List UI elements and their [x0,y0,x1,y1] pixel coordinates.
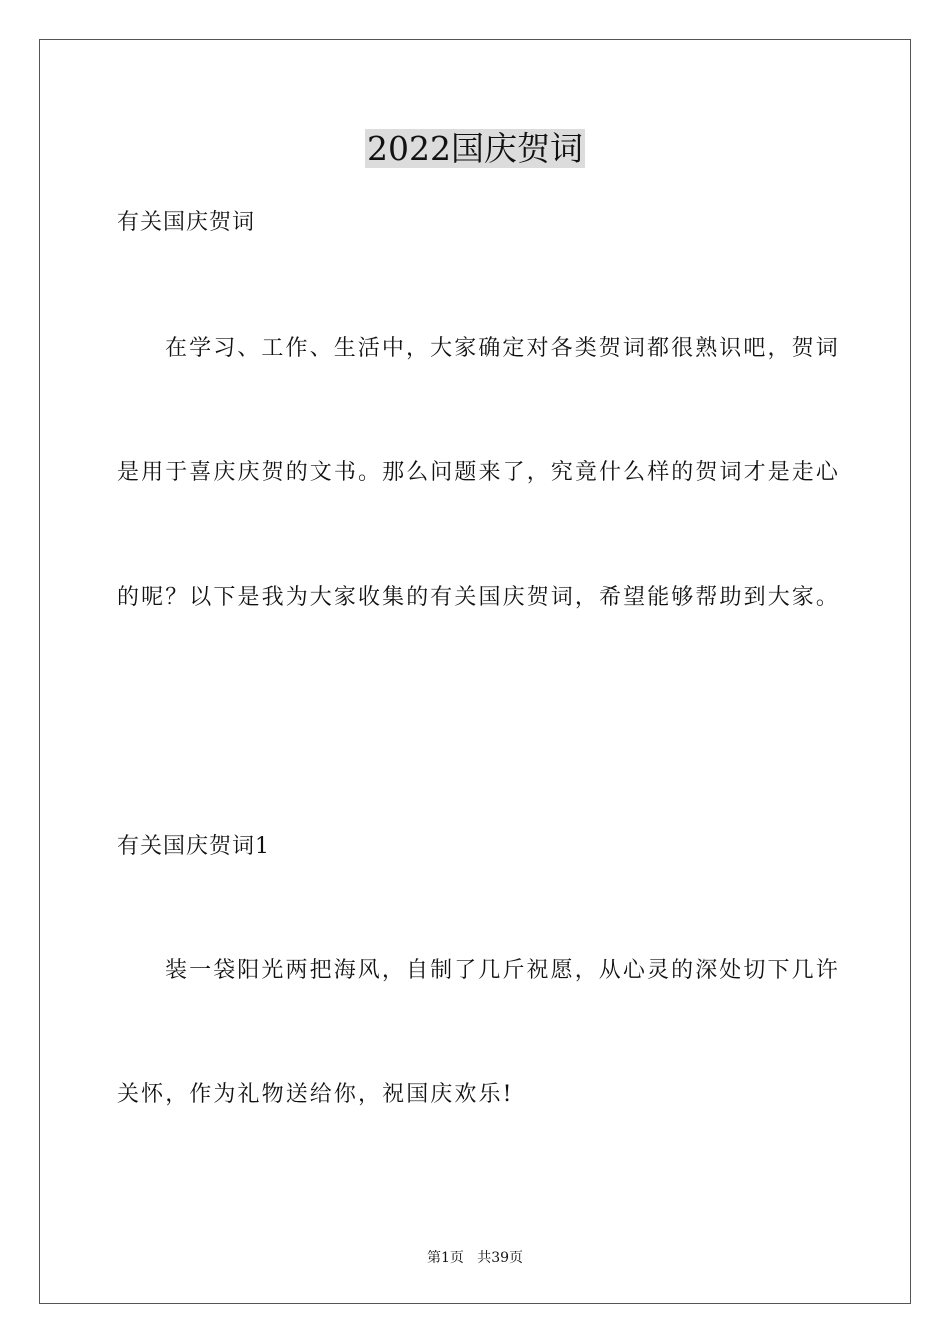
intro-paragraph-line-2: 是用于喜庆庆贺的文书。那么问题来了，究竟什么样的贺词才是走心 [117,460,841,485]
section1-paragraph-line-2: 关怀，作为礼物送给你，祝国庆欢乐! [117,1082,514,1107]
section1-paragraph-line-1: 装一袋阳光两把海风，自制了几斤祝愿，从心灵的深处切下几许 [165,958,840,983]
document-title-text: 2022国庆贺词 [367,129,583,168]
section-heading-intro: 有关国庆贺词 [117,210,256,235]
intro-paragraph-line-3: 的呢？以下是我为大家收集的有关国庆贺词，希望能够帮助到大家。 [117,585,841,610]
intro-paragraph-line-1: 在学习、工作、生活中，大家确定对各类贺词都很熟识吧，贺词 [165,336,840,361]
document-title [0,128,950,170]
section-heading-1: 有关国庆贺词1 [117,834,270,859]
page-number-footer: 第1页 共39页 [426,1250,524,1266]
